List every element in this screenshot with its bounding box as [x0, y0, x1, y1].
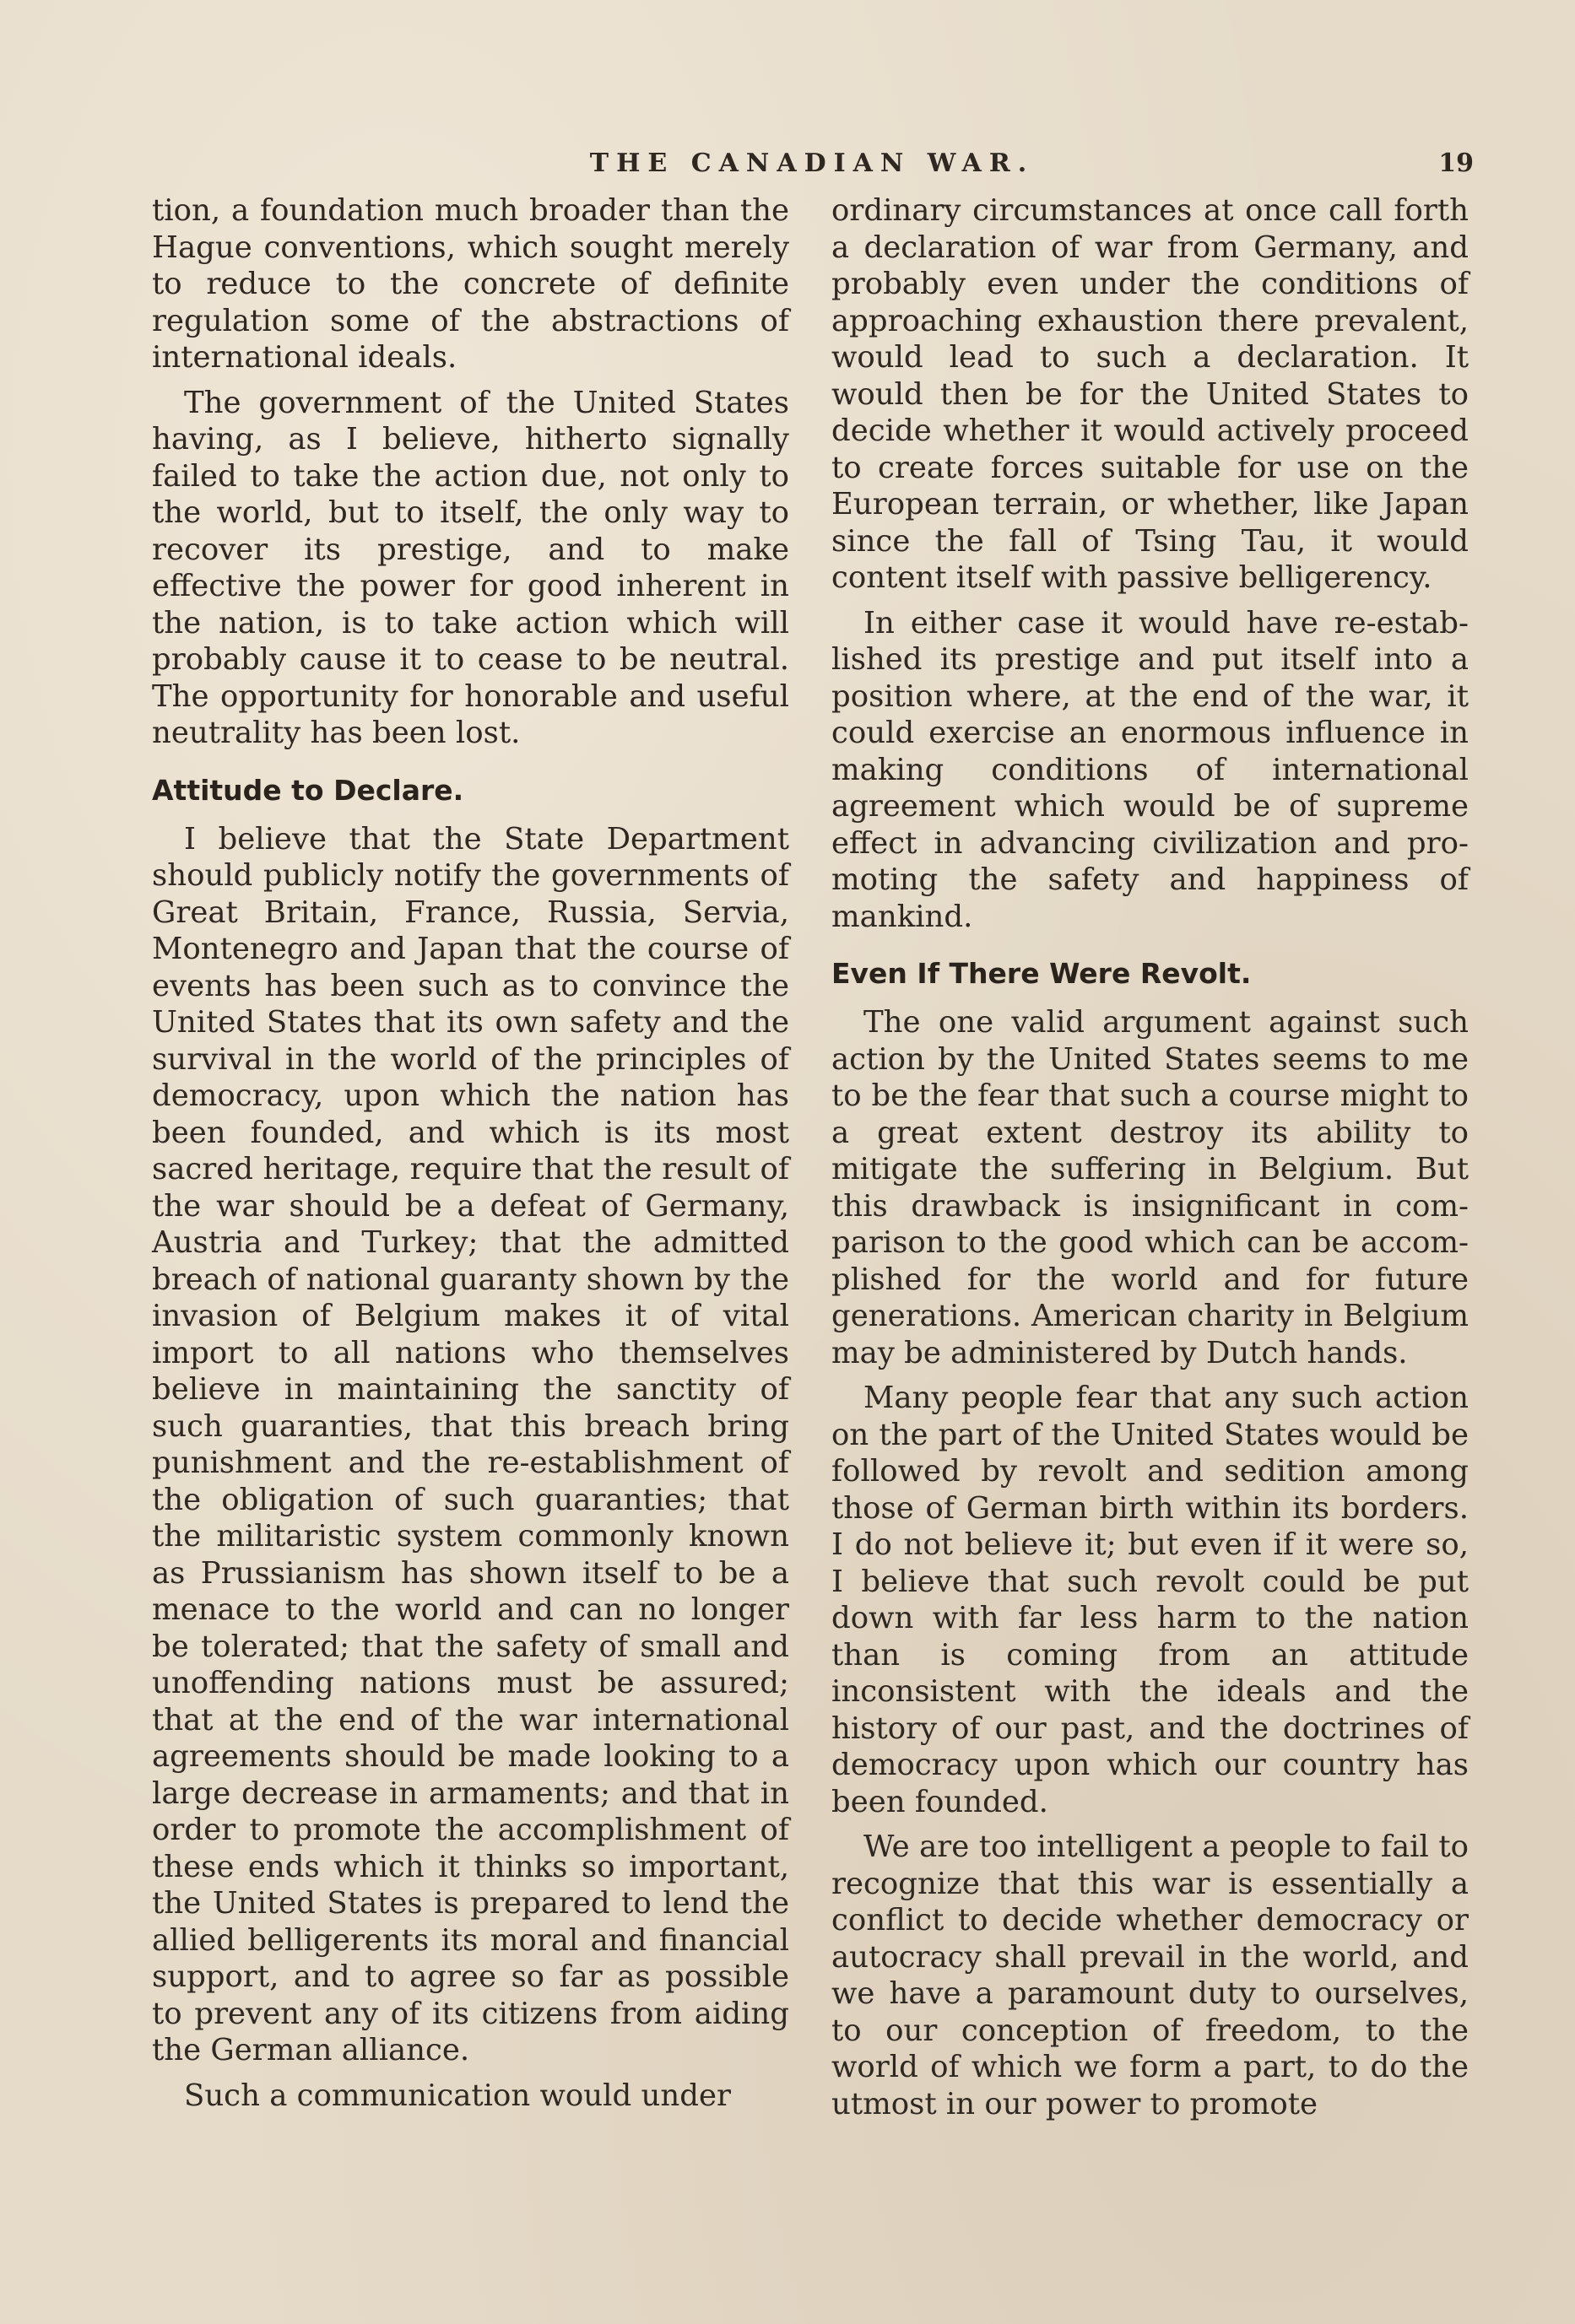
- paragraph: In either case it would have re-established its prestige and put itself into a position where, at the end of the war, it could exercise an enormous influence in making conditions of international agreement which would be of supreme effect in advancing civilization and promoting the safety and happiness of mankind.: [831, 605, 1469, 934]
- section-heading: Even If There Were Revolt.: [831, 957, 1252, 990]
- paragraph: The one valid argument against such action by the United States seems to me to be the fear that such a course might to a great extent destroy its ability to mitigate the suffering in Belgium. But this drawback is insignificant in comparison to the good which can be accomplished for the world and for future generations. American charity in Belgium may be administered by Dutch hands.: [831, 1005, 1469, 1370]
- section-heading: Attitude to Declare.: [152, 773, 464, 807]
- running-header: [150, 149, 1474, 186]
- paragraph: ordinary circumstances at once call forth a declaration of war from Germany, and probably even under the conditions of approaching exhaustion there prevalent, would lead to such a declaration. It would then be for the United States to decide whether it would actively proceed to create forces suitable for use on the European terrain, or whether, like Japan since the fall of Tsing Tau, it would content itself with passive belligerency.: [831, 193, 1469, 595]
- paragraph: tion, a foundation much broader than the Hague conventions, which sought merely to reduce to the concrete of definite regulation some of the abstractions of international ideals.: [152, 193, 789, 375]
- paragraph: I believe that the State Department should publicly notify the governments of Great Britain, France, Russia, Servia, Montenegro and Japan that the course of events has been such as to convince the United States that its own safety and the survival in the world of the principles of democracy, upon which the nation has been founded, and which is its most sacred heritage, require that the result of the war should be a defeat of Germany, Austria and Turkey; that the admitted breach of national guaranty shown by the invasion of Belgium makes it of vital import to all nations who themselves believe in maintaining the sanctity of such guaranties, that this breach bring punishment and the re-establishment of the obligation of such guaranties; that the militaristic system commonly known as Prussianism has shown itself to be a menace to the world and can no longer be tolerated; that the safety of small and unoffending nations must be assured; that at the end of the war international agreements should be made looking to a large decrease in armaments; and that in order to promote the accomplishment of these ends which it thinks so important, the United States is prepared to lend the allied belligerents its moral and financial support, and to agree so far as possible to prevent any of its citizens from aiding the German alliance.: [152, 821, 789, 2067]
- paragraph: We are too intelligent a people to fail to recognize that this war is essentially a conflict to decide whether democracy or autocracy shall prevail in the world, and we have a paramount duty to ourselves, to our conception of freedom, to the world of which we form a part, to do the utmost in our power to promote: [831, 1829, 1469, 2121]
- left-column: [152, 192, 789, 2122]
- paragraph: Such a communication would under: [184, 2078, 731, 2113]
- running-title: THE CANADIAN WAR.: [589, 149, 1035, 178]
- paragraph: The government of the United States having, as I believe, hitherto signally failed to take the action due, not only to the world, but to itself, the only way to recover its prestige, and to make effective the power for good inherent in the nation, is to take action which will probably cause it to cease to be neutral. The opportunity for honorable and useful neutrality has been lost.: [152, 385, 789, 750]
- right-column: [831, 192, 1469, 2131]
- paragraph: Many people fear that any such action on the part of the United States would be followed by revolt and sedition among those of German birth within its borders. I do not believe it; but even if it were so, I believe that such revolt could be put down with far less harm to the nation than is coming from an attitude inconsistent with the ideals and the history of our past, and the doctrines of democracy upon which our country has been founded.: [831, 1381, 1469, 1819]
- page-number: 19: [1438, 149, 1474, 178]
